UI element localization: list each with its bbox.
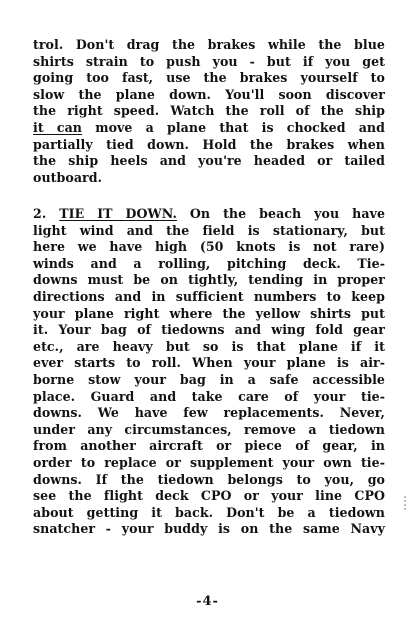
text-line: etc., are heavy but so is that plane if it <box>33 338 385 354</box>
text-line: downs must be on tightly, tending in proper <box>33 272 385 288</box>
text-line: your plane right where the yellow shirts put <box>33 305 385 321</box>
text-line: here we have high (50 knots is not rare) <box>33 239 385 255</box>
text-line: directions and in sufficient numbers to keep <box>33 288 385 304</box>
text-line: shirts strain to push you - but if you get <box>33 53 385 69</box>
paragraph-2 <box>33 206 385 538</box>
text-line: place. Guard and take care of your tie- <box>33 388 385 404</box>
text-line: the ship heels and you're headed or tailed <box>33 153 385 169</box>
page-number: -4- <box>196 594 219 609</box>
text-line: going too fast, use the brakes yourself to <box>33 70 385 86</box>
text-line: see the flight deck CPO or your line CPO <box>33 488 385 504</box>
section-number: 2. <box>33 206 47 221</box>
paragraph-1 <box>33 37 385 186</box>
text-line: about getting it back. Don't be a tiedown <box>33 504 385 520</box>
text-line: order to replace or supplement your own tie- <box>33 454 385 470</box>
text-line: trol. Don't drag the brakes while the blue <box>33 37 385 52</box>
text-line: downs. We have few replacements. Never, <box>33 405 385 421</box>
text-line: snatcher - your buddy is on the same Navy <box>33 521 385 537</box>
text-line-rest: On the beach you have <box>189 206 386 221</box>
text-line: under any circumstances, remove a tiedown <box>33 421 385 437</box>
underlined-phrase: it can <box>33 119 83 135</box>
text-line: from another aircraft or piece of gear, in <box>33 438 385 454</box>
text-line: slow the plane down. You'll soon discover <box>33 86 385 102</box>
text-line-rest: move a plane that is chocked and <box>95 119 385 135</box>
text-line: ever starts to roll. When your plane is air- <box>33 355 385 371</box>
text-line: downs. If the tiedown belongs to you, go <box>33 471 385 487</box>
margin-artifact <box>404 496 406 510</box>
section-heading-line <box>33 206 385 223</box>
text-line: it. Your bag of tiedowns and wing fold gear <box>33 322 385 338</box>
text-line: borne stow your bag in a safe accessible <box>33 371 385 387</box>
text-line: the right speed. Watch the roll of the ship <box>33 103 385 119</box>
text-line-with-underline <box>33 120 385 137</box>
text-line: light wind and the field is stationary, but <box>33 222 385 238</box>
text-line: partially tied down. Hold the brakes when <box>33 136 385 152</box>
text-line: outboard. <box>33 169 103 185</box>
text-line: winds and a rolling, pitching deck. Tie- <box>33 255 385 271</box>
section-heading: TIE IT DOWN. <box>59 206 177 221</box>
